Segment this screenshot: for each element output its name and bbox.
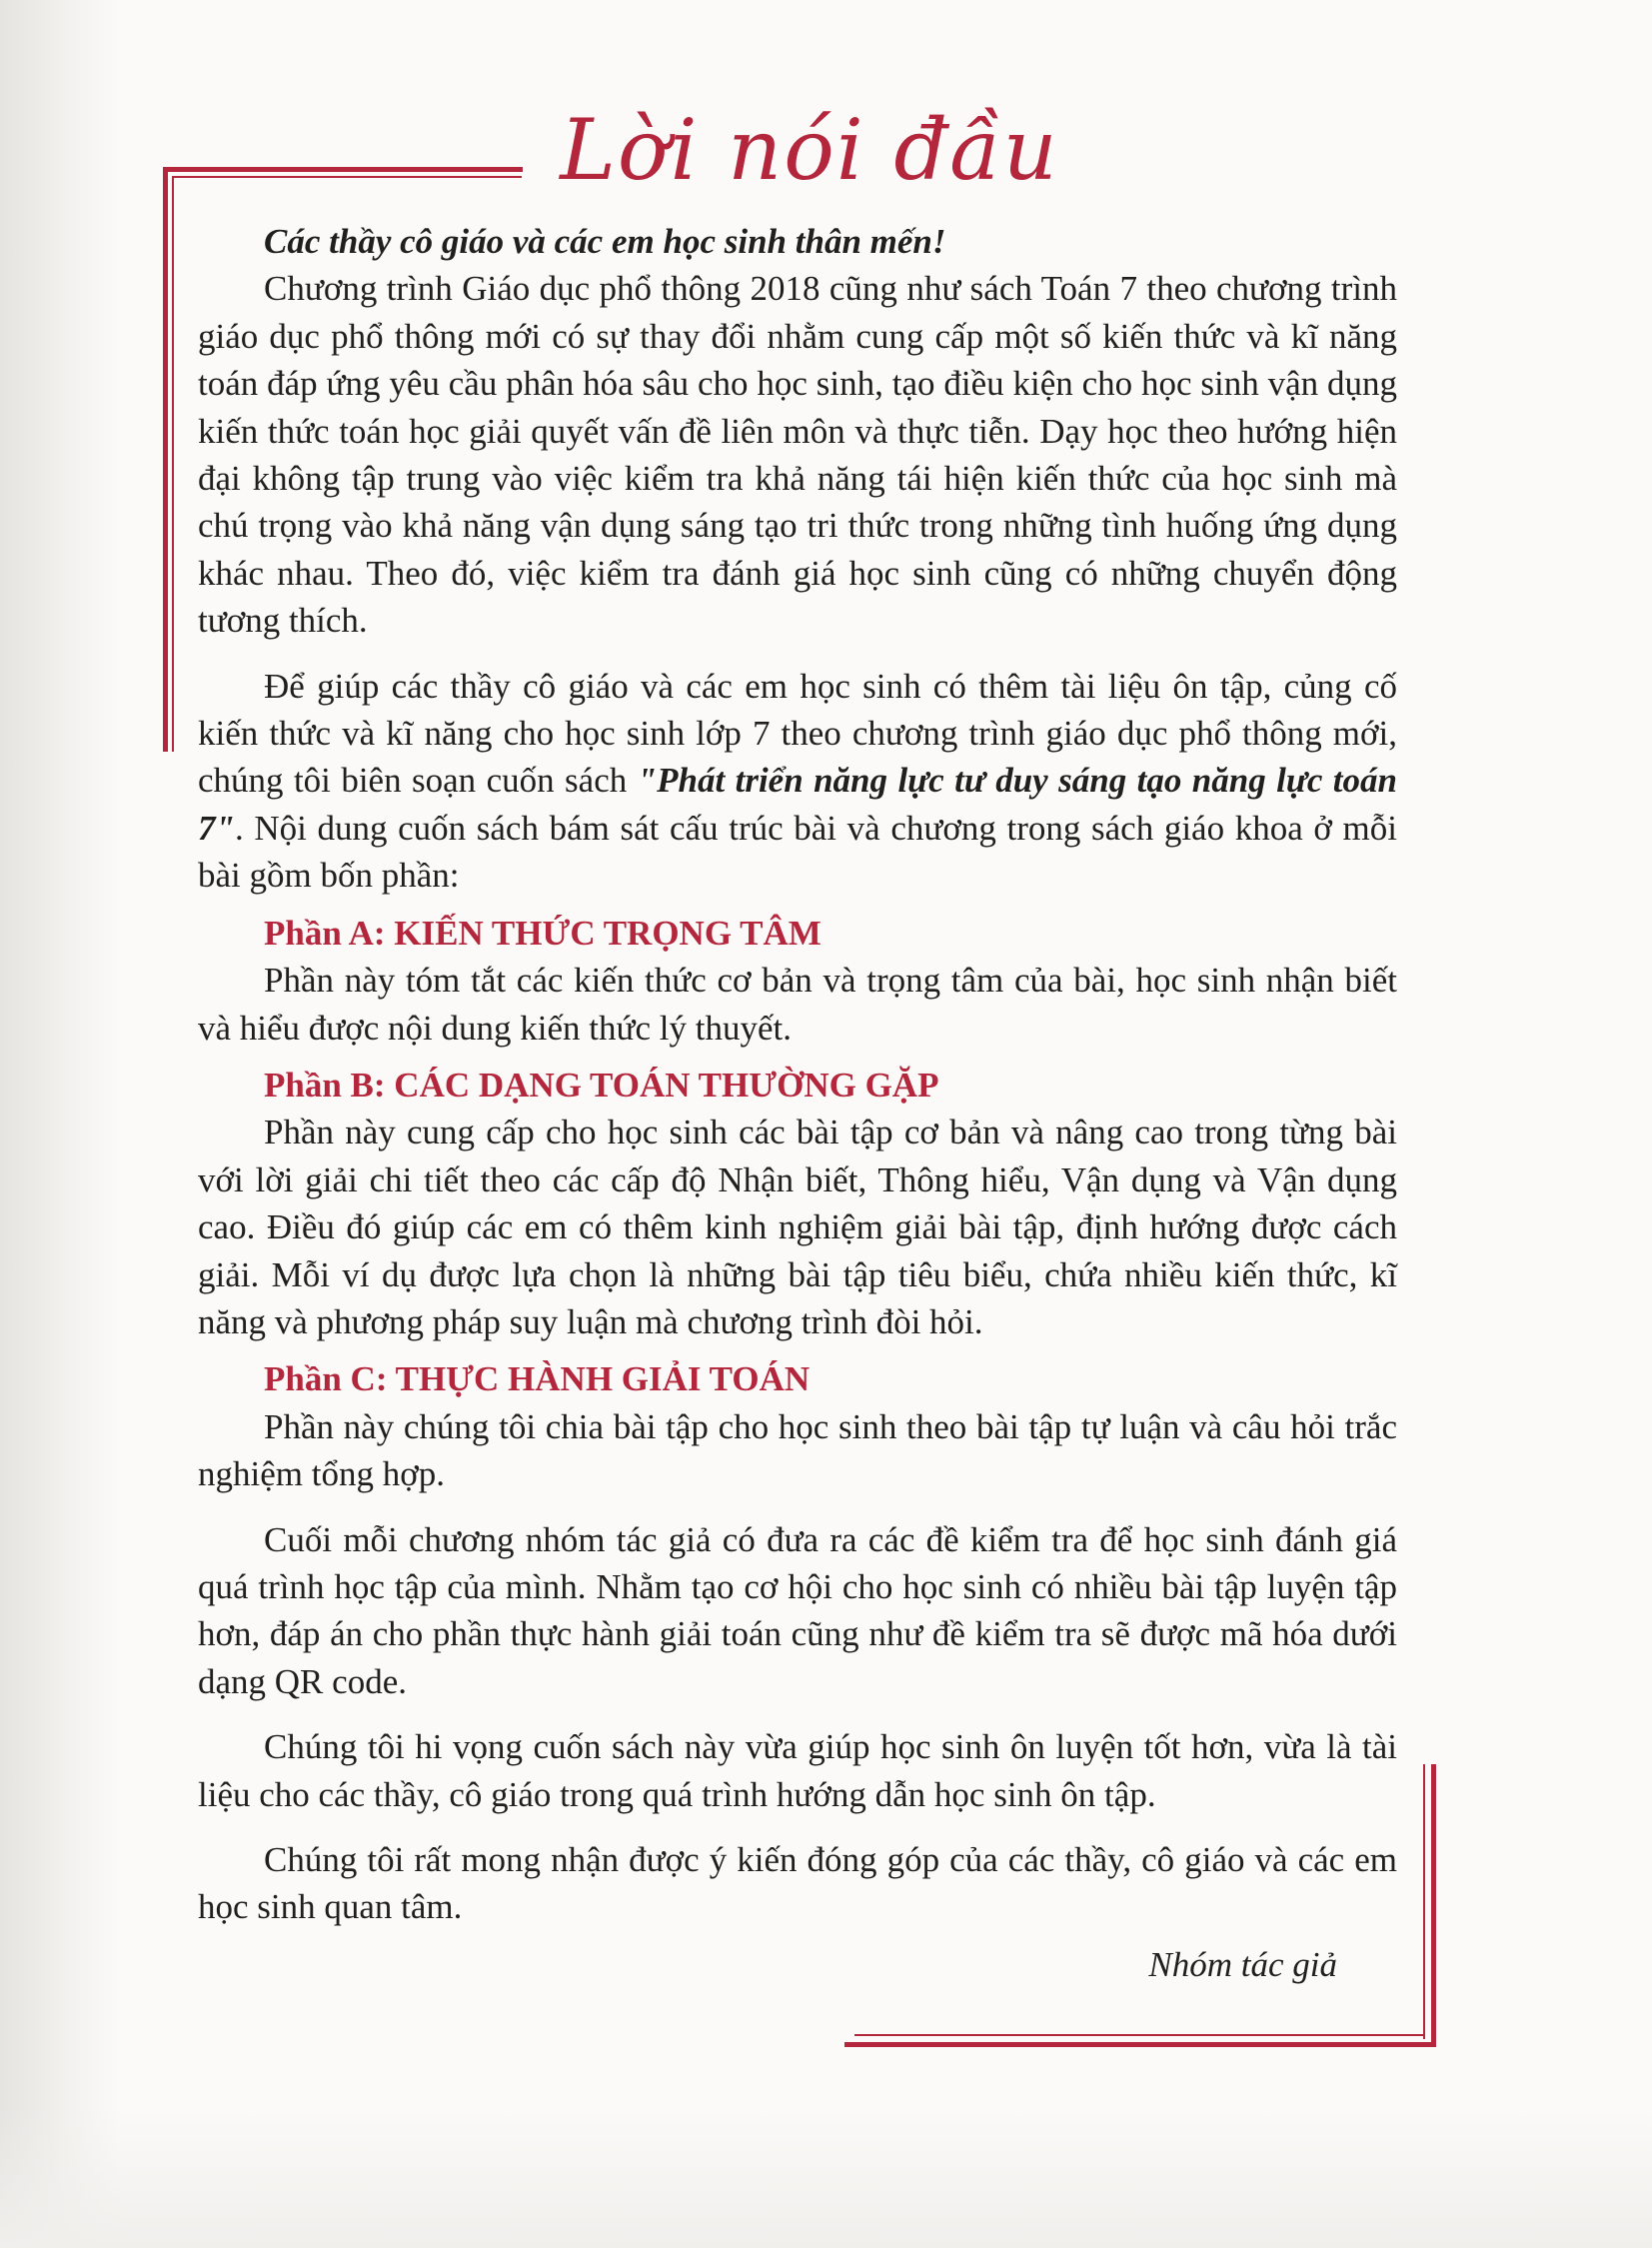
part-b-text: Phần này cung cấp cho học sinh các bài tập cơ bản và nâng cao trong từng bài với lời giải chi tiết theo các cấp độ Nhận biết, Thông hiểu, Vận dụng và Vận dụng cao. Điều đó giúp các em có thêm kinh nghiệm giải bài tập, định hướng được cách giải. Mỗi ví dụ được lựa chọn là những bài tập tiêu biểu, chứa nhiều kiến thức, kĩ năng và phương pháp suy luận mà chương trình đòi hỏi.	[198, 1113, 1397, 1341]
part-c-heading: Phần C: THỰC HÀNH GIẢI TOÁN	[264, 1359, 811, 1399]
greeting: Các thầy cô giáo và các em học sinh thân mến!	[264, 222, 946, 261]
page-bottom-shade	[0, 2108, 1652, 2248]
frame-top-left-vertical-inner	[172, 176, 174, 752]
frame-bottom-right-vertical	[1431, 1764, 1436, 2047]
paragraph-feedback: Chúng tôi rất mong nhận được ý kiến đóng góp của các thầy, cô giáo và các em học sinh quan tâm.	[198, 1840, 1397, 1927]
frame-top-left-horizontal	[163, 167, 523, 172]
book-title: "Phát triển năng lực tư duy sáng tạo năng lực toán 7"	[198, 761, 1397, 848]
part-a-heading: Phần A: KIẾN THỨC TRỌNG TÂM	[264, 913, 822, 953]
frame-bottom-right-horizontal	[844, 2042, 1436, 2047]
paragraph-tests: Cuối mỗi chương nhóm tác giả có đưa ra các đề kiểm tra để học sinh đánh giá quá trình học tập của mình. Nhằm tạo cơ hội cho học sinh có nhiều bài tập luyện tập hơn, đáp án cho phần thực hành giải toán cũng như đề kiểm tra sẽ được mã hóa dưới dạng QR code.	[198, 1519, 1397, 1701]
paragraph-book-purpose	[198, 663, 1397, 900]
frame-top-left-horizontal-inner	[172, 176, 522, 178]
part-b-heading: Phần B: CÁC DẠNG TOÁN THƯỜNG GẶP	[264, 1065, 939, 1105]
paragraph-book-purpose-start: Để giúp các thầy cô giáo và các em học sinh có thêm tài liệu ôn tập, củng cố kiến thức và kĩ năng cho học sinh lớp 7 theo chương trình giáo dục phổ thông mới, chúng tôi biên soạn cuốn sách	[198, 666, 1397, 801]
frame-bottom-right-horizontal-inner	[854, 2034, 1425, 2036]
preface-body	[198, 218, 1397, 1988]
part-a-text: Phần này tóm tắt các kiến thức cơ bản và trọng tâm của bài, học sinh nhận biết và hiểu được nội dung kiến thức lý thuyết.	[198, 961, 1397, 1048]
paragraph-book-purpose-end: . Nội dung cuốn sách bám sát cấu trúc bài và chương trong sách giáo khoa ở mỗi bài gồm bốn phần:	[198, 808, 1397, 896]
page-title: Lời nói đầu	[560, 101, 1059, 199]
frame-bottom-right-vertical-inner	[1423, 1764, 1425, 2039]
page-spine-shadow	[0, 0, 120, 2248]
paragraph-hope: Chúng tôi hi vọng cuốn sách này vừa giúp học sinh ôn luyện tốt hơn, vừa là tài liệu cho các thầy, cô giáo trong quá trình hướng dẫn học sinh ôn tập.	[198, 1727, 1397, 1814]
part-c-text: Phần này chúng tôi chia bài tập cho học sinh theo bài tập tự luận và câu hỏi trắc nghiệm tổng hợp.	[198, 1406, 1397, 1494]
frame-top-left-vertical	[163, 167, 168, 752]
signature: Nhóm tác giả	[1148, 1944, 1337, 1984]
paragraph-intro: Chương trình Giáo dục phổ thông 2018 cũng như sách Toán 7 theo chương trình giáo dục phổ thông mới có sự thay đổi nhằm cung cấp một số kiến thức và kĩ năng toán đáp ứng yêu cầu phân hóa sâu cho học sinh, tạo điều kiện cho học sinh vận dụng kiến thức toán học giải quyết vấn đề liên môn và thực tiễn. Dạy học theo hướng hiện đại không tập trung vào việc kiểm tra khả năng tái hiện kiến thức của học sinh mà chú trọng vào khả năng vận dụng sáng tạo tri thức trong những tình huống ứng dụng khác nhau. Theo đó, việc kiểm tra đánh giá học sinh cũng có những chuyển động tương thích.	[198, 269, 1397, 641]
